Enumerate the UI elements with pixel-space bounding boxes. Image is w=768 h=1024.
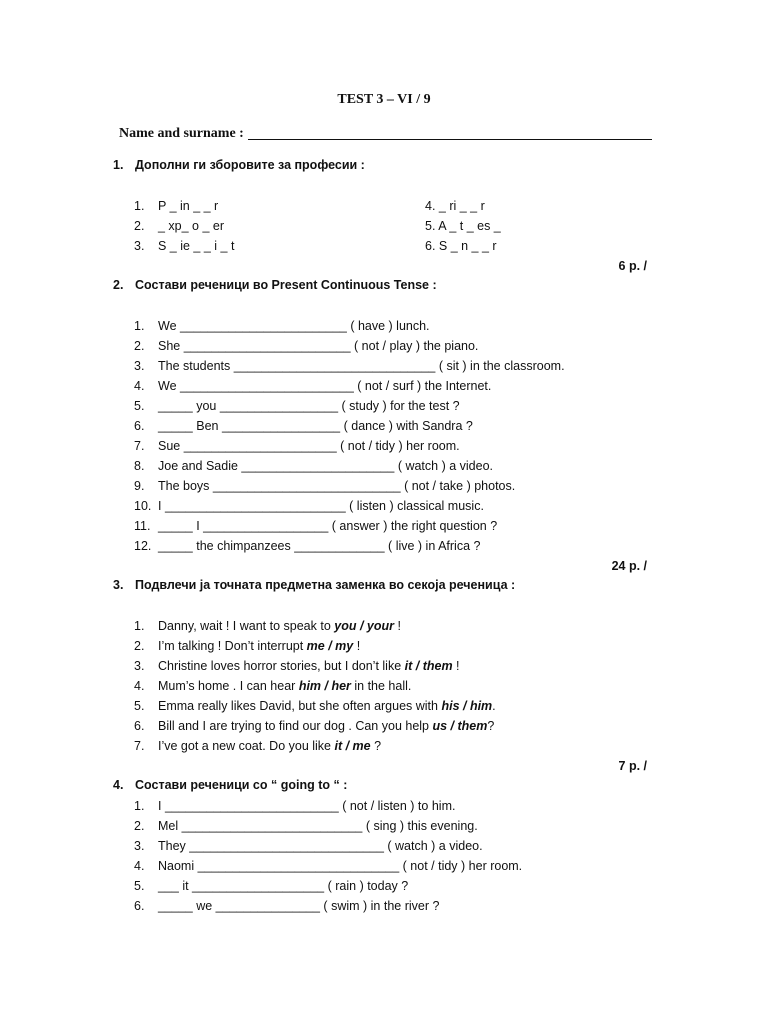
pronoun-choice: it / me <box>334 739 371 753</box>
list-item: 12. _____ the chimpanzees _____________ ( live ) in Africa ? <box>134 539 481 553</box>
list-item: 1. I _________________________ ( not / listen ) to him. <box>134 799 456 813</box>
section-number: 2. <box>113 278 124 292</box>
list-item: 6. Bill and I are trying to find our dog . Can you help us / them? <box>134 719 495 733</box>
list-item: 8. Joe and Sadie ______________________ ( watch ) a video. <box>134 459 493 473</box>
list-item: 7. Sue ______________________ ( not / tidy ) her room. <box>134 439 460 453</box>
section-3-score: 7 p. / <box>618 759 647 773</box>
list-item: 7. I’ve got a new coat. Do you like it / me ? <box>134 739 382 753</box>
section-2-list <box>134 316 565 556</box>
pronoun-choice: his / him <box>441 699 493 713</box>
list-item: 4. Naomi _____________________________ ( not / tidy ) her room. <box>134 859 523 873</box>
section-4-list <box>134 796 522 916</box>
list-item: 5. ___ it ___________________ ( rain ) today ? <box>134 879 409 893</box>
section-heading-text: Состави реченици со “ going to “ : <box>135 778 348 792</box>
name-and-surname-line <box>119 125 652 142</box>
list-item: 1. Danny, wait ! I want to speak to you / your ! <box>134 619 401 633</box>
pronoun-choice: him / her <box>298 679 351 693</box>
pronoun-choice: it / them <box>404 659 453 673</box>
list-item: 2. I’m talking ! Don’t interrupt me / my ! <box>134 639 361 653</box>
list-item: 9. The boys ___________________________ ( not / take ) photos. <box>134 479 516 493</box>
section-1-heading <box>113 158 365 172</box>
list-item: 5. Emma really likes David, but she often argues with his / him. <box>134 699 496 713</box>
section-heading-text: Состави реченици во Present Continuous Tense : <box>135 278 437 292</box>
list-item: 5. _____ you _________________ ( study ) for the test ? <box>134 399 460 413</box>
list-item: 1. P _ in _ _ r <box>134 199 219 213</box>
list-item: 4. _ ri _ _ r <box>425 199 485 213</box>
section-1-right-list <box>425 196 501 256</box>
name-label: Name and surname : <box>119 126 244 141</box>
section-number: 3. <box>113 578 124 592</box>
section-heading-text: Подвлечи ја точната предметна заменка во секоја реченица : <box>135 578 516 592</box>
pronoun-choice: us / them <box>432 719 488 733</box>
list-item: 4. Mum’s home . I can hear him / her in the hall. <box>134 679 412 693</box>
section-3-heading <box>113 578 515 592</box>
list-item: 2. Mel __________________________ ( sing ) this evening. <box>134 819 478 833</box>
list-item: 3. Christine loves horror stories, but I don’t like it / them ! <box>134 659 460 673</box>
section-4-heading <box>113 778 347 792</box>
list-item: 5. A _ t _ es _ <box>425 219 501 233</box>
section-1-left-list <box>134 196 234 256</box>
list-item: 3. They ____________________________ ( watch ) a video. <box>134 839 483 853</box>
list-item: 6. _____ Ben _________________ ( dance ) with Sandra ? <box>134 419 473 433</box>
name-blank <box>248 125 652 140</box>
list-item: 1. We ________________________ ( have ) lunch. <box>134 319 430 333</box>
list-item: 4. We _________________________ ( not / surf ) the Internet. <box>134 379 492 393</box>
list-item: 6. S _ n _ _ r <box>425 239 497 253</box>
list-item: 3. The students _____________________________ ( sit ) in the classroom. <box>134 359 565 373</box>
list-item: 3. S _ ie _ _ i _ t <box>134 239 235 253</box>
section-3-list <box>134 616 496 756</box>
section-2-score: 24 p. / <box>611 559 647 573</box>
page-title: TEST 3 – VI / 9 <box>337 92 431 107</box>
section-number: 4. <box>113 778 124 792</box>
list-item: 10. I __________________________ ( listen ) classical music. <box>134 499 484 513</box>
list-item: 6. _____ we _______________ ( swim ) in the river ? <box>134 899 440 913</box>
pronoun-choice: you / your <box>334 619 394 633</box>
list-item: 2. She ________________________ ( not / play ) the piano. <box>134 339 479 353</box>
list-item: 2. _ xp_ o _ er <box>134 219 225 233</box>
section-1-score: 6 p. / <box>618 259 647 273</box>
list-item: 11. _____ I __________________ ( answer ) the right question ? <box>134 519 498 533</box>
section-number: 1. <box>113 158 124 172</box>
section-heading-text: Дополни ги зборовите за професии : <box>135 158 365 172</box>
section-2-heading <box>113 278 437 292</box>
pronoun-choice: me / my <box>306 639 354 653</box>
